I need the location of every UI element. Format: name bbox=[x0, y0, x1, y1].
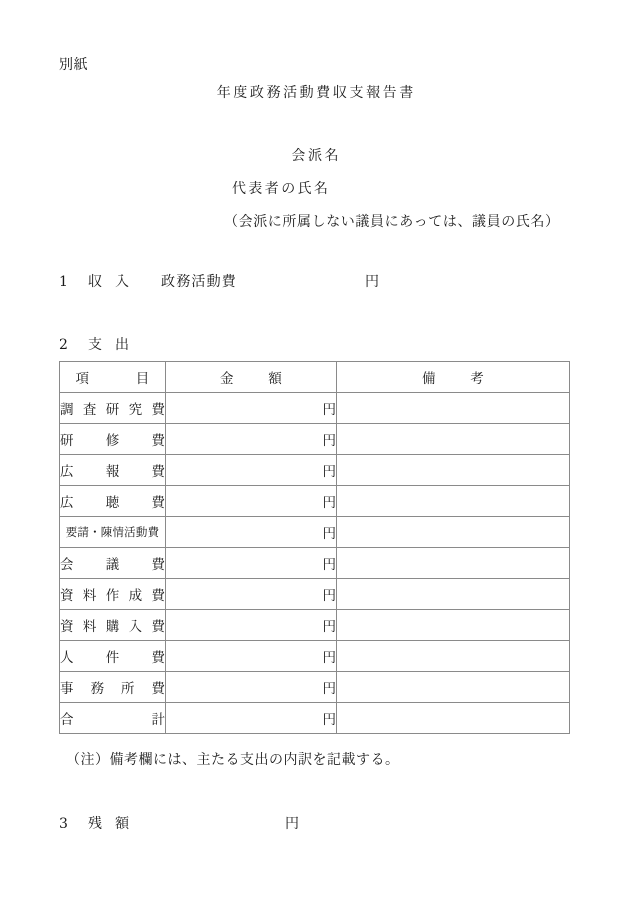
expenditure-table bbox=[59, 361, 570, 734]
balance-section-number: 3 bbox=[59, 816, 68, 832]
table-row bbox=[60, 548, 570, 579]
representative-name-note: （会派に所属しない議員にあっては、議員の氏名） bbox=[224, 214, 560, 230]
expense-note-cell[interactable] bbox=[337, 548, 570, 579]
representative-name-label: 代表者の氏名 bbox=[232, 181, 331, 197]
expense-amount-cell[interactable] bbox=[166, 579, 337, 610]
expense-amount-unit: 円 bbox=[322, 650, 336, 666]
expense-amount-unit: 円 bbox=[322, 619, 336, 635]
expense-note-cell[interactable] bbox=[337, 672, 570, 703]
expenditure-table-note: （注）備考欄には、主たる支出の内訳を記載する。 bbox=[66, 752, 400, 768]
expense-amount-cell[interactable] bbox=[166, 641, 337, 672]
expense-item-label: 要請・陳情活動費 bbox=[65, 525, 160, 539]
attachment-label: 別紙 bbox=[59, 57, 88, 73]
expense-amount-unit: 円 bbox=[322, 681, 336, 697]
table-row bbox=[60, 486, 570, 517]
expense-amount-cell[interactable] bbox=[166, 486, 337, 517]
expense-note-cell[interactable] bbox=[337, 641, 570, 672]
table-header-row bbox=[60, 362, 570, 393]
expense-amount-unit: 円 bbox=[322, 402, 336, 418]
expense-item-cell bbox=[60, 548, 166, 579]
column-header-item bbox=[60, 362, 166, 393]
balance-amount-unit: 円 bbox=[285, 816, 299, 832]
expense-amount-cell[interactable] bbox=[166, 424, 337, 455]
expense-note-cell[interactable] bbox=[337, 703, 570, 734]
expense-item-cell bbox=[60, 579, 166, 610]
expense-item-label: 資料購入費 bbox=[60, 619, 165, 635]
expense-amount-cell[interactable] bbox=[166, 610, 337, 641]
column-header-amount bbox=[166, 362, 337, 393]
expense-note-cell[interactable] bbox=[337, 486, 570, 517]
expense-note-cell[interactable] bbox=[337, 424, 570, 455]
expense-item-label: 人件費 bbox=[60, 650, 165, 666]
expense-amount-unit: 円 bbox=[322, 588, 336, 604]
expense-amount-unit: 円 bbox=[322, 526, 336, 542]
expense-note-cell[interactable] bbox=[337, 455, 570, 486]
expense-amount-cell[interactable] bbox=[166, 548, 337, 579]
expense-item-cell bbox=[60, 610, 166, 641]
balance-section-label: 残額 bbox=[88, 816, 142, 832]
kaiha-name-label: 会派名 bbox=[291, 148, 342, 164]
expense-note-cell[interactable] bbox=[337, 393, 570, 424]
column-header-item-label: 項目 bbox=[75, 371, 150, 387]
table-row bbox=[60, 672, 570, 703]
column-header-note-label: 備考 bbox=[422, 371, 484, 387]
expense-item-cell bbox=[60, 424, 166, 455]
expense-amount-cell[interactable] bbox=[166, 455, 337, 486]
expense-item-label: 広報費 bbox=[60, 464, 165, 480]
expense-item-label: 会議費 bbox=[60, 557, 165, 573]
expense-amount-unit: 円 bbox=[322, 433, 336, 449]
table-row bbox=[60, 455, 570, 486]
expense-item-label: 合計 bbox=[60, 712, 165, 728]
expense-amount-cell[interactable] bbox=[166, 703, 337, 734]
expense-amount-unit: 円 bbox=[322, 712, 336, 728]
document-title: 年度政務活動費収支報告書 bbox=[216, 85, 416, 101]
expense-item-cell bbox=[60, 672, 166, 703]
income-item-label: 政務活動費 bbox=[161, 274, 237, 290]
table-row bbox=[60, 424, 570, 455]
expense-note-cell[interactable] bbox=[337, 610, 570, 641]
table-row bbox=[60, 517, 570, 548]
expense-item-cell bbox=[60, 486, 166, 517]
expenditure-section-number: 2 bbox=[59, 337, 68, 353]
table-row bbox=[60, 610, 570, 641]
expense-item-cell bbox=[60, 393, 166, 424]
income-amount-unit: 円 bbox=[365, 274, 379, 290]
expense-item-label: 資料作成費 bbox=[60, 588, 165, 604]
expense-item-cell bbox=[60, 455, 166, 486]
expenditure-section-label: 支出 bbox=[88, 337, 142, 353]
expense-item-cell bbox=[60, 703, 166, 734]
income-section-label: 収入 bbox=[88, 274, 142, 290]
table-row bbox=[60, 579, 570, 610]
table-row bbox=[60, 703, 570, 734]
expense-item-label: 広聴費 bbox=[60, 495, 165, 511]
expense-item-cell bbox=[60, 641, 166, 672]
expense-amount-cell[interactable] bbox=[166, 393, 337, 424]
expense-amount-unit: 円 bbox=[322, 495, 336, 511]
table-row bbox=[60, 393, 570, 424]
expense-item-label: 事務所費 bbox=[60, 681, 165, 697]
expense-amount-unit: 円 bbox=[322, 557, 336, 573]
column-header-amount-label: 金額 bbox=[220, 371, 282, 387]
expense-item-label: 調査研究費 bbox=[60, 402, 165, 418]
expense-amount-cell[interactable] bbox=[166, 517, 337, 548]
table-row bbox=[60, 641, 570, 672]
income-section-number: 1 bbox=[59, 274, 68, 290]
expense-item-label: 研修費 bbox=[60, 433, 165, 449]
column-header-note bbox=[337, 362, 570, 393]
expense-note-cell[interactable] bbox=[337, 579, 570, 610]
expense-item-cell bbox=[60, 517, 166, 548]
expense-amount-cell[interactable] bbox=[166, 672, 337, 703]
expense-note-cell[interactable] bbox=[337, 517, 570, 548]
expense-amount-unit: 円 bbox=[322, 464, 336, 480]
